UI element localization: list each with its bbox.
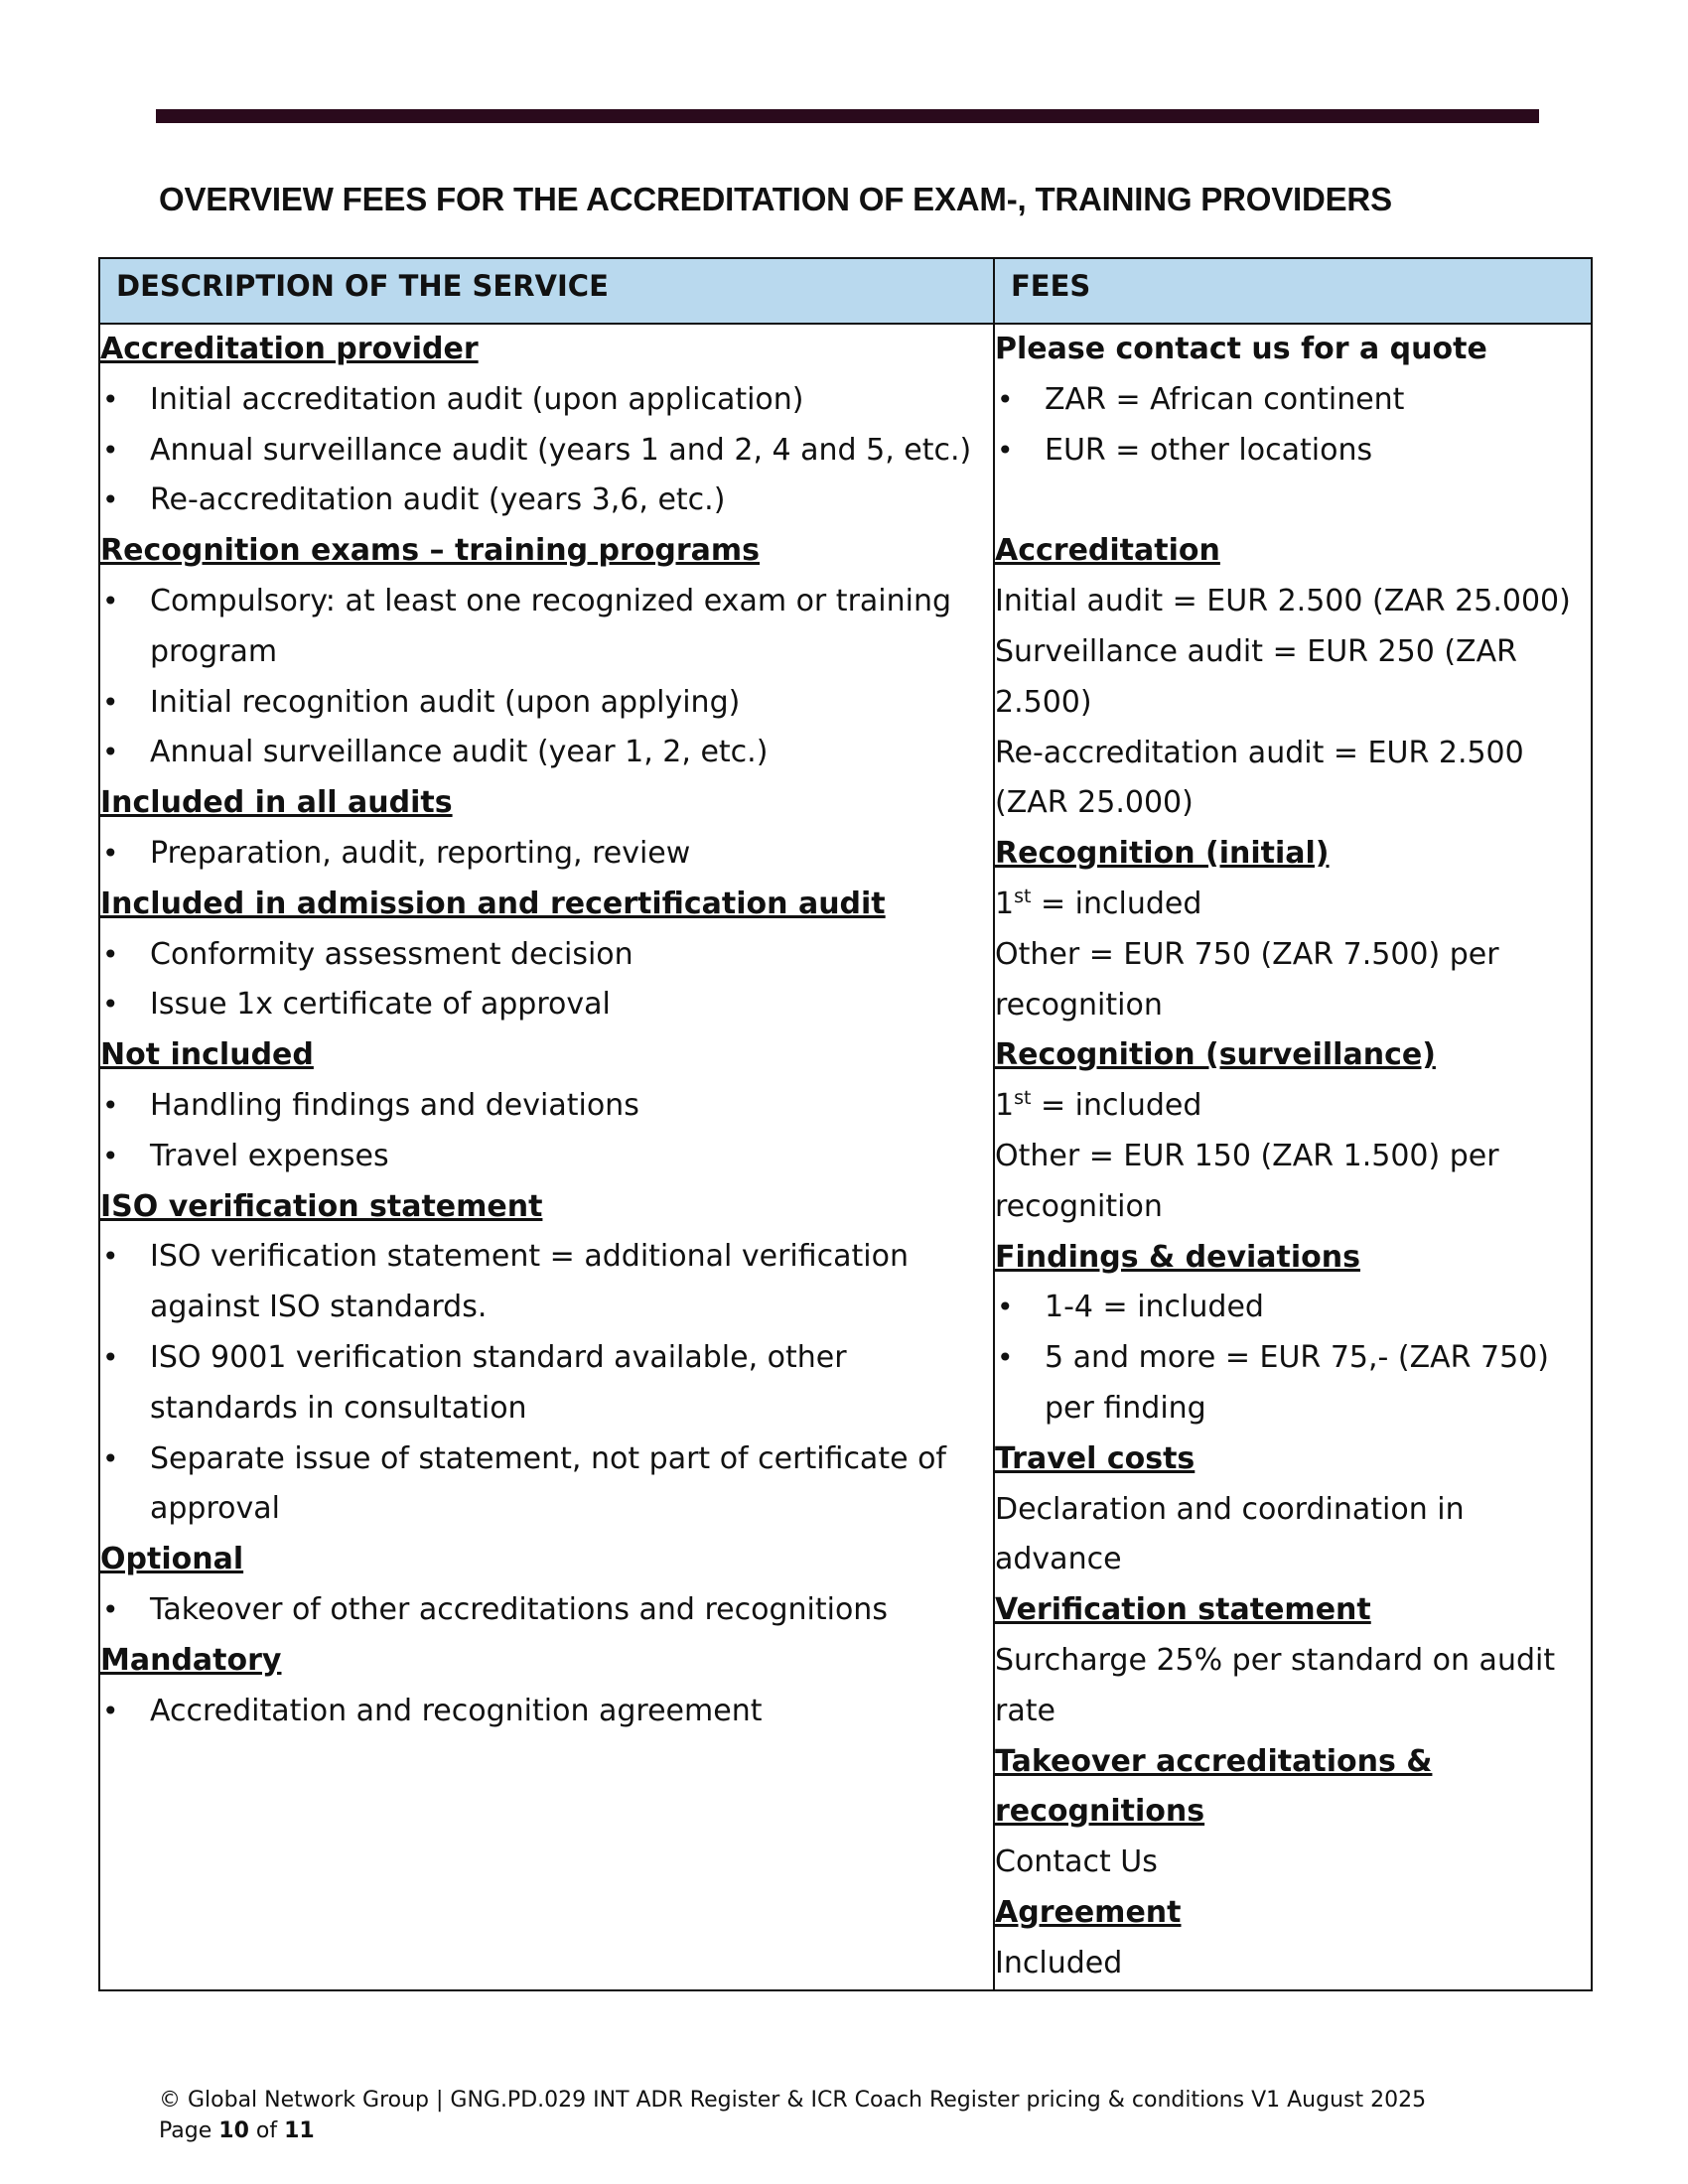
- fee-line: Initial audit = EUR 2.500 (ZAR 25.000): [995, 584, 1571, 619]
- section-heading: Included in all audits: [100, 785, 453, 821]
- list-item: • Compulsory: at least one recognized exam or training program: [100, 577, 993, 678]
- header-rule: [156, 109, 1539, 123]
- ordinal-suffix: st: [1014, 1087, 1032, 1110]
- section-heading: Not included: [100, 1037, 314, 1073]
- fees-cell: [994, 324, 1592, 1990]
- list-item: • Annual surveillance audit (year 1, 2, etc.): [100, 728, 993, 778]
- list-item: • 1-4 = included: [995, 1283, 1591, 1333]
- fee-line: Re-accreditation audit = EUR 2.500 (ZAR 25.000): [995, 735, 1524, 821]
- section-heading: Optional: [100, 1542, 244, 1577]
- section-heading: ISO verification statement: [100, 1188, 543, 1224]
- document-title: OVERVIEW FEES FOR THE ACCREDITATION OF EXAM-, TRAINING PROVIDERS: [159, 181, 1392, 217]
- ordinal-number: 1: [995, 1088, 1015, 1124]
- list-item: • Accreditation and recognition agreement: [100, 1687, 993, 1737]
- fee-line: Other = EUR 750 (ZAR 7.500) per recognition: [995, 936, 1499, 1023]
- fee-line: Included: [995, 1945, 1123, 1980]
- fee-line: Other = EUR 150 (ZAR 1.500) per recognition: [995, 1138, 1499, 1224]
- section-heading: Mandatory: [100, 1642, 282, 1678]
- table-header-row: [99, 258, 1592, 324]
- list-item: • Takeover of other accreditations and recognitions: [100, 1585, 993, 1636]
- currency-list: [995, 375, 1591, 477]
- section-optional: [100, 1535, 993, 1636]
- section-heading: Recognition exams – training programs: [100, 533, 761, 569]
- page-footer: [159, 2085, 1426, 2146]
- ordinal-number: 1: [995, 886, 1015, 921]
- fee-heading-accreditation: Accreditation: [995, 533, 1220, 569]
- page-label: Page: [159, 2118, 212, 2143]
- header-fees: FEES: [994, 258, 1592, 324]
- page-current: 10: [218, 2118, 249, 2143]
- fee-heading-agreement: Agreement: [995, 1894, 1182, 1930]
- page-number: [159, 2116, 1426, 2146]
- section-heading: Accreditation provider: [100, 332, 479, 366]
- list-item: • EUR = other locations: [995, 426, 1591, 477]
- fee-heading-recognition-surveillance: Recognition (surveillance): [995, 1037, 1436, 1073]
- list-item: • Travel expenses: [100, 1132, 993, 1182]
- section-not-included: [100, 1030, 993, 1181]
- header-description: DESCRIPTION OF THE SERVICE: [99, 258, 994, 324]
- fee-heading-findings: Findings & deviations: [995, 1239, 1360, 1275]
- description-cell: [99, 324, 994, 1990]
- list-item: • Separate issue of statement, not part of certificate of approval: [100, 1434, 993, 1536]
- section-included-all-audits: [100, 778, 993, 880]
- fee-line: Contact Us: [995, 1844, 1158, 1880]
- section-recognition-exams: [100, 526, 993, 778]
- table-body-row: [99, 324, 1592, 1990]
- section-iso-verification: [100, 1182, 993, 1536]
- list-item: • Conformity assessment decision: [100, 930, 993, 981]
- fee-line: [995, 880, 1591, 930]
- fee-value: = included: [1031, 1088, 1202, 1124]
- list-item: • ISO verification statement = additional verification against ISO standards.: [100, 1232, 993, 1333]
- fee-line: Surveillance audit = EUR 250 (ZAR 2.500): [995, 633, 1517, 720]
- section-mandatory: [100, 1636, 993, 1737]
- fee-heading-takeover: Takeover accreditations & recognitions: [995, 1743, 1433, 1830]
- page-total: 11: [284, 2118, 315, 2143]
- list-item: • ZAR = African continent: [995, 375, 1591, 426]
- list-item: • Preparation, audit, reporting, review: [100, 829, 993, 880]
- list-item: • Handling findings and deviations: [100, 1081, 993, 1132]
- list-item: • Initial accreditation audit (upon application): [100, 375, 993, 426]
- list-item: • Issue 1x certificate of approval: [100, 980, 993, 1030]
- fee-heading-verification: Verification statement: [995, 1592, 1371, 1628]
- fees-table: [98, 257, 1593, 1991]
- fee-value: = included: [1031, 886, 1202, 921]
- fee-line: [995, 1081, 1591, 1132]
- fee-line: Declaration and coordination in advance: [995, 1491, 1465, 1577]
- quote-heading: Please contact us for a quote: [995, 332, 1487, 366]
- list-item: • ISO 9001 verification standard available, other standards in consultation: [100, 1333, 993, 1434]
- fee-heading-recognition-initial: Recognition (initial): [995, 836, 1330, 872]
- ordinal-suffix: st: [1014, 885, 1032, 907]
- spacer: [995, 476, 1591, 526]
- of-label: of: [255, 2118, 278, 2143]
- fee-line: Surcharge 25% per standard on audit rate: [995, 1642, 1556, 1728]
- fee-heading-travel: Travel costs: [995, 1440, 1196, 1476]
- section-included-admission: [100, 880, 993, 1030]
- list-item: • Re-accreditation audit (years 3,6, etc.): [100, 476, 993, 526]
- section-accreditation-provider: [100, 325, 993, 526]
- list-item: • Annual surveillance audit (years 1 and 2, 4 and 5, etc.): [100, 426, 993, 477]
- section-heading: Included in admission and recertification audit: [100, 886, 886, 921]
- list-item: • 5 and more = EUR 75,- (ZAR 750) per finding: [995, 1333, 1591, 1434]
- list-item: • Initial recognition audit (upon applying): [100, 678, 993, 729]
- footer-copyright: © Global Network Group | GNG.PD.029 INT ADR Register & ICR Coach Register pricing & conditions V1 August 2025: [159, 2088, 1427, 2113]
